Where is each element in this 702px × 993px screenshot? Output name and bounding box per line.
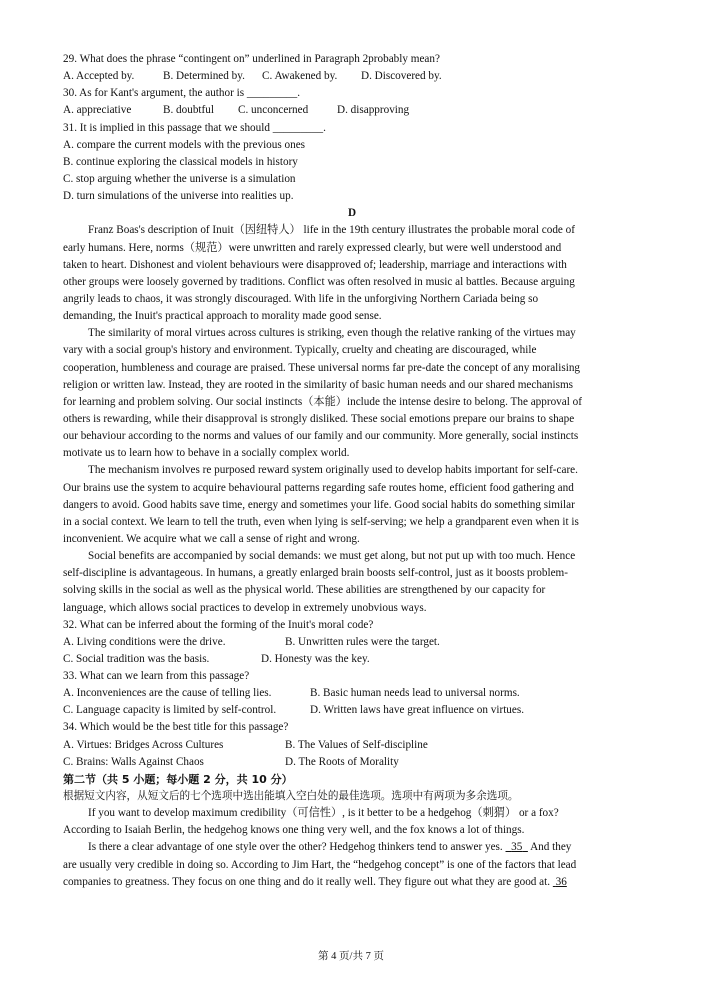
page-content xyxy=(63,51,641,891)
question-34-stem: 34. Which would be the best title for this passage? xyxy=(63,721,289,734)
q31-option-c: C. stop arguing whether the universe is a simulation xyxy=(63,172,296,185)
question-32-stem: 32. What can be inferred about the forming of the Inuit's moral code? xyxy=(63,618,374,631)
passage-line: angrily leads to chaos, it was strongly discouraged. With life in the unforgiving Northern Cariada being so xyxy=(63,292,539,305)
passage-line: in a social context. We learn to tell the truth, even when lying is self-serving; we help a grandparent even when it is xyxy=(63,515,579,528)
section-2-instruction: 根据短文内容，从短文后的七个选项中选出能填入空白处的最佳选项。选项中有两项为多余选项。 xyxy=(63,790,519,803)
passage-line: our behaviour according to the norms and values of our family and our community. More generally, social instincts xyxy=(63,430,579,443)
question-33-options-row-2 xyxy=(63,702,641,719)
passage-line: early humans. Here, norms（规范）were unwritten and rarely expressed clearly, but were well understood and xyxy=(63,241,562,254)
q34-option-a: A. Virtues: Bridges Across Cultures xyxy=(63,738,224,751)
page-footer: 第 4 页/共 7 页 xyxy=(318,951,384,962)
question-31-stem: 31. It is implied in this passage that we should _________. xyxy=(63,121,326,134)
passage-line: are usually very credible in doing so. According to Jim Hart, the “hedgehog concept” is one of the factors that lead xyxy=(63,858,577,871)
passage-text: And they xyxy=(530,841,572,854)
q34-option-c: C. Brains: Walls Against Chaos xyxy=(63,755,204,768)
passage-text: companies to greatness. They focus on one thing and do it really well. They figure out what they are good at. xyxy=(63,875,551,888)
q33-option-a: A. Inconveniences are the cause of telling lies. xyxy=(63,687,272,700)
question-29-stem: 29. What does the phrase “contingent on” underlined in Paragraph 2probably mean? xyxy=(63,53,440,65)
blank-35 xyxy=(506,841,528,853)
q29-option-d: D. Discovered by. xyxy=(361,70,442,83)
passage-line: Our brains use the system to acquire behavioural patterns regarding safe routes home, efficient food gathering and xyxy=(63,481,574,494)
passage-line: motivate us to learn how to behave in a socially complex world. xyxy=(63,447,350,460)
passage-line: demanding, the Inuit's practical approach to morality made good sense. xyxy=(63,310,382,323)
q32-option-b: B. Unwritten rules were the target. xyxy=(285,635,440,648)
passage-text: Is there a clear advantage of one style over the other? Hedgehog thinkers tend to answer yes. xyxy=(88,841,503,854)
q34-option-b: B. The Values of Self-discipline xyxy=(285,738,428,751)
q32-option-a: A. Living conditions were the drive. xyxy=(63,635,226,648)
passage-d-label: D xyxy=(347,207,357,220)
blank-36-number: 36 xyxy=(555,875,567,888)
blank-36 xyxy=(553,876,567,888)
question-29-options xyxy=(63,68,641,85)
q29-option-c: C. Awakened by. xyxy=(262,70,338,83)
q29-option-b: B. Determined by. xyxy=(163,70,245,83)
passage-line: Social benefits are accompanied by social demands: we must get along, but not put up with too much. Hence xyxy=(88,550,576,563)
passage-line: inconvenient. We acquire what we call a sense of right and wrong. xyxy=(63,532,360,545)
q31-option-b: B. continue exploring the classical models in history xyxy=(63,155,298,168)
question-33-stem: 33. What can we learn from this passage? xyxy=(63,670,250,683)
passage-line: The mechanism involves re purposed reward system originally used to develop habits important for self-care. xyxy=(88,464,578,477)
passage-line: cooperation, humbleness and courage are praised. These universal norms far pre-date the concept of any moralising xyxy=(63,361,581,374)
question-32-options-row-2 xyxy=(63,651,641,668)
q30-option-c: C. unconcerned xyxy=(238,104,309,117)
passage-line: other groups were loosely governed by traditions. Conflict was often resolved in music al battles. Because arguing xyxy=(63,275,575,288)
blank-35-number: 35 xyxy=(511,841,523,854)
question-34-options-row-1 xyxy=(63,737,641,754)
question-32-options-row-1 xyxy=(63,634,641,651)
passage-line: language, which allows social practices to develop in extremely unobvious ways. xyxy=(63,601,427,614)
passage-line: Franz Boas's description of Inuit（因纽特人） life in the 19th century illustrates the probable moral code of xyxy=(88,224,576,237)
q30-option-b: B. doubtful xyxy=(163,104,214,117)
passage-line: others is rewarding, while their disapproval is strongly disliked. These social emotions prepare our brains to shape xyxy=(63,412,575,425)
q32-option-c: C. Social tradition was the basis. xyxy=(63,652,210,665)
q30-option-d: D. disapproving xyxy=(337,104,410,117)
q33-option-b: B. Basic human needs lead to universal norms. xyxy=(310,687,520,700)
q32-option-d: D. Honesty was the key. xyxy=(261,652,370,665)
section-2-heading: 第二节（共 5 小题；每小题 2 分，共 10 分） xyxy=(63,772,293,786)
q34-option-d: D. The Roots of Morality xyxy=(285,755,399,768)
q33-option-d: D. Written laws have great influence on virtues. xyxy=(310,704,525,717)
passage-line: dangers to avoid. Good habits save time, energy and sometimes your life. Good social habits do something similar xyxy=(63,498,575,511)
q29-option-a: A. Accepted by. xyxy=(63,70,135,83)
passage-line-with-blank-36 xyxy=(63,874,641,891)
passage-line: for learning and problem solving. Our social instincts（本能）include the intense desire to belong. The approval of xyxy=(63,395,582,408)
question-34-options-row-2 xyxy=(63,754,641,771)
passage-line: The similarity of moral virtues across cultures is striking, even though the relative ranking of the virtues may xyxy=(88,327,576,340)
passage-line: According to Isaiah Berlin, the hedgehog knows one thing very well, and the fox knows a lot of things. xyxy=(63,824,525,837)
passage-line: taken to heart. Dishonest and violent behaviours were disapproved of; leadership, marriage and interactions with xyxy=(63,258,567,271)
question-30-options xyxy=(63,102,641,119)
q30-option-a: A. appreciative xyxy=(63,104,132,117)
q31-option-d: D. turn simulations of the universe into realities up. xyxy=(63,190,294,203)
passage-line: If you want to develop maximum credibility（可信性）, is it better to be a hedgehog（刺猬） or a fox? xyxy=(88,807,559,820)
passage-line: solving skills in the social as well as the physical world. These abilities are strengthened by our capacity for xyxy=(63,584,546,597)
question-33-options-row-1 xyxy=(63,685,641,702)
passage-line: vary with a social group's history and environment. Typically, cruelty and cheating are discouraged, while xyxy=(63,344,537,357)
q33-option-c: C. Language capacity is limited by self-control. xyxy=(63,704,277,717)
passage-line: self-discipline is advantageous. In humans, a greatly enlarged brain boosts self-control, just as it boosts problem- xyxy=(63,567,568,580)
passage-line: religion or written law. Instead, they are rooted in the similarity of basic human needs and our shared mechanisms xyxy=(63,378,574,391)
q31-option-a: A. compare the current models with the previous ones xyxy=(63,138,306,151)
question-30-stem: 30. As for Kant's argument, the author is _________. xyxy=(63,87,301,100)
passage-line-with-blank-35 xyxy=(63,839,641,856)
